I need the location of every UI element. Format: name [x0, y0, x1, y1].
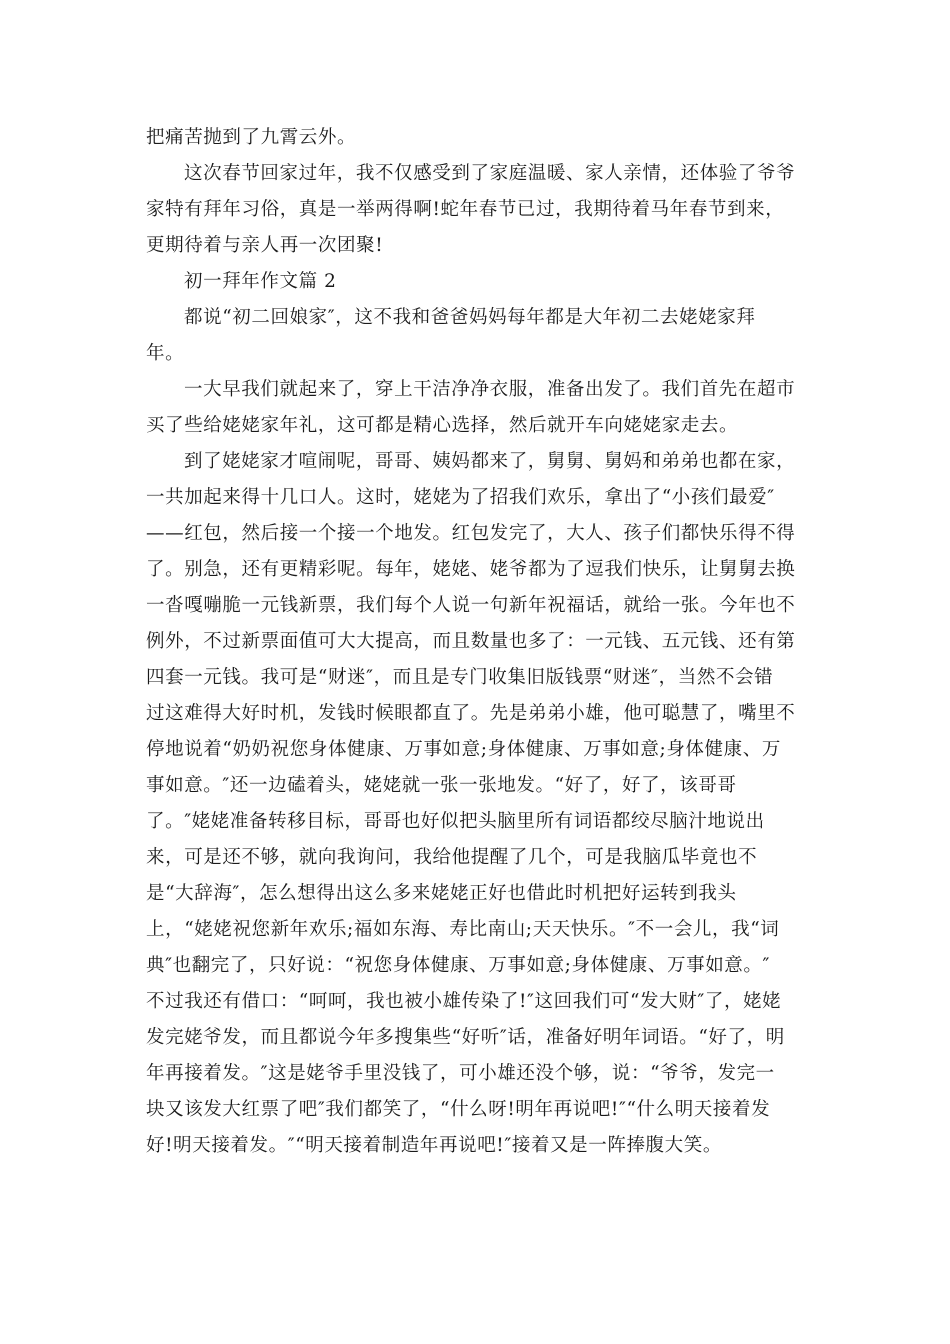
text-line: 例外，不过新票面值可大大提高，而且数量也多了：一元钱、五元钱、还有第 [146, 631, 796, 652]
text-line: 来，可是还不够，就向我询问，我给他提醒了几个，可是我脑瓜毕竟也不 [146, 847, 758, 868]
text-line: 初一拜年作文篇 2 [184, 271, 337, 292]
text-line: 停地说着“奶奶祝您身体健康、万事如意;身体健康、万事如意;身体健康、万 [146, 739, 781, 760]
text-line: 事如意。″还一边磕着头，姥姥就一张一张地发。“好了，好了，该哥哥 [146, 775, 737, 796]
text-line: 这次春节回家过年，我不仅感受到了家庭温暖、家人亲情，还体验了爷爷 [184, 163, 796, 184]
text-line: 了。″姥姥准备转移目标，哥哥也好似把头脑里所有词语都绞尽脑汁地说出 [146, 811, 765, 832]
text-line: 了。别急，还有更精彩呢。每年，姥姥、姥爷都为了逗我们快乐，让舅舅去换 [146, 559, 796, 580]
text-line: 不过我还有借口：“呵呵，我也被小雄传染了!″这回我们可“发大财″了，姥姥 [146, 991, 782, 1012]
text-line: 典″也翻完了，只好说：“祝您身体健康、万事如意;身体健康、万事如意。″ [146, 955, 771, 976]
text-line: 过这难得大好时机，发钱时候眼都直了。先是弟弟小雄，他可聪慧了，嘴里不 [146, 703, 796, 724]
text-line: 买了些给姥姥家年礼，这可都是精心选择，然后就开车向姥姥家走去。 [146, 415, 739, 436]
text-line: ——红包，然后接一个接一个地发。红包发完了，大人、孩子们都快乐得不得 [146, 523, 796, 544]
text-line: 更期待着与亲人再一次团聚! [146, 235, 384, 256]
text-line: 一共加起来得十几口人。这时，姥姥为了招我们欢乐，拿出了“小孩们最爱″ [146, 487, 775, 508]
text-line: 是“大辞海″，怎么想得出这么多来姥姥正好也借此时机把好运转到我头 [146, 883, 737, 904]
text-line: 块又该发大红票了吧″我们都笑了，“什么呀!明年再说吧!″“什么明天接着发 [146, 1099, 771, 1120]
text-line: 年。 [146, 343, 185, 364]
document-body [146, 120, 806, 1164]
text-line: 发完姥爷发，而且都说今年多搜集些“好听″话，准备好明年词语。“好了，明 [146, 1027, 785, 1048]
text-line: 一沓嘎嘣脆一元钱新票，我们每个人说一句新年祝福话，就给一张。今年也不 [146, 595, 796, 616]
text-line: 好!明天接着发。″“明天接着制造年再说吧!″接着又是一阵捧腹大笑。 [146, 1135, 722, 1156]
text-line: 把痛苦抛到了九霄云外。 [146, 127, 357, 148]
text-line: 上，“姥姥祝您新年欢乐;福如东海、寿比南山;天天快乐。″不一会儿，我“词 [146, 919, 780, 940]
text-line: 都说“初二回娘家″，这不我和爸爸妈妈每年都是大年初二去姥姥家拜 [184, 307, 756, 328]
text-line: 到了姥姥家才喧闹呢，哥哥、姨妈都来了，舅舅、舅妈和弟弟也都在家， [184, 451, 796, 472]
text-line: 年再接着发。″这是姥爷手里没钱了，可小雄还没个够，说：“爷爷，发完一 [146, 1063, 775, 1084]
text-line: 家特有拜年习俗，真是一举两得啊!蛇年春节已过，我期待着马年春节到来， [146, 199, 785, 220]
text-line: 四套一元钱。我可是“财迷″，而且是专门收集旧版钱票“财迷″，当然不会错 [146, 667, 774, 688]
text-line: 一大早我们就起来了，穿上干洁净净衣服，准备出发了。我们首先在超市 [184, 379, 796, 400]
